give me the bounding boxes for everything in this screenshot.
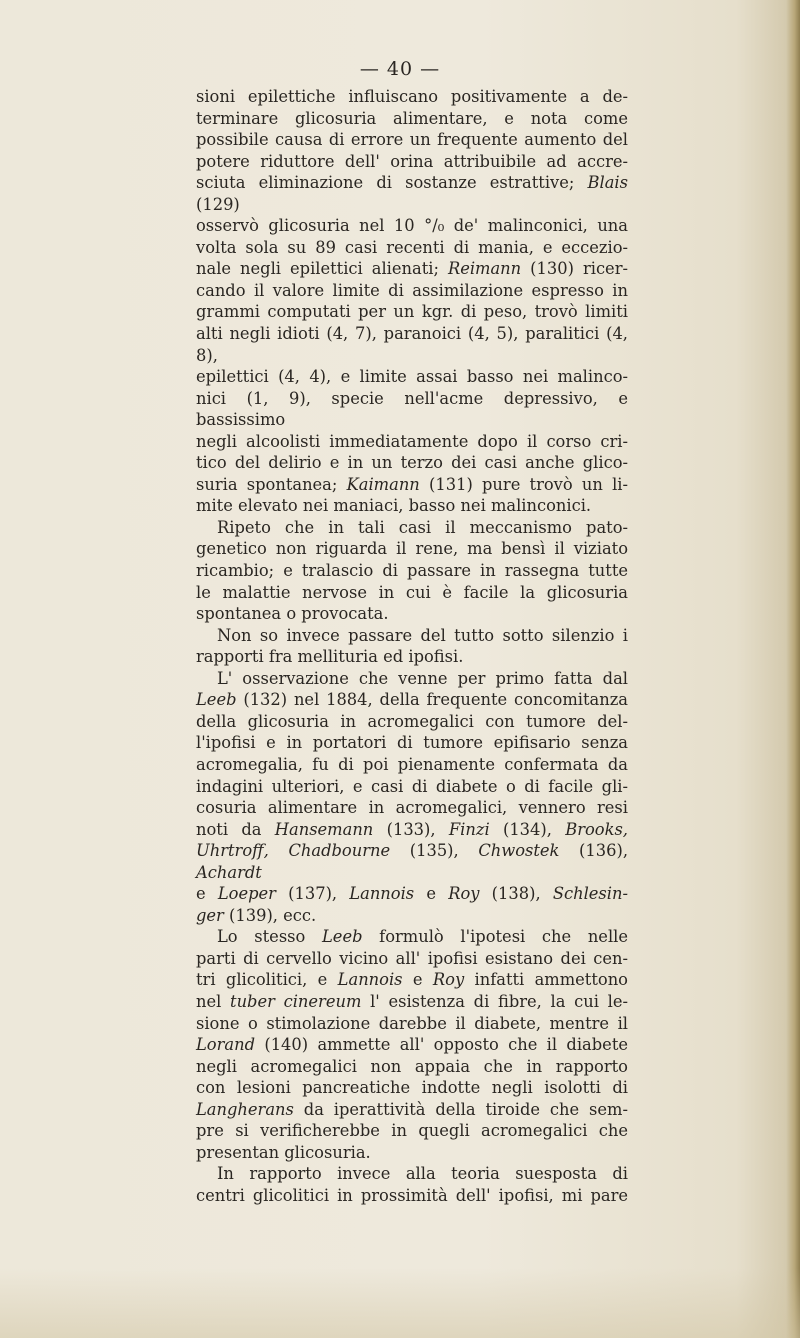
text-line: cosuria alimentare in acromegalici, vennero resi bbox=[196, 798, 628, 818]
text-line: grammi computati per un kgr. di peso, trovò limiti bbox=[196, 302, 628, 322]
text-line: possibile causa di errore un frequente aumento del bbox=[196, 130, 628, 150]
page-edge-shadow bbox=[786, 0, 800, 1338]
text-line: L' osservazione che venne per primo fatta dal bbox=[217, 668, 628, 688]
text-line: centri glicolitici in prossimità dell' ipofisi, mi pare bbox=[196, 1185, 628, 1205]
text-line: tri glicolitici, e Lannois e Roy infatti ammettono bbox=[196, 970, 628, 990]
text-line: Lorand (140) ammette all' opposto che il diabete bbox=[196, 1035, 628, 1055]
text-line: le malattie nervose in cui è facile la glicosuria bbox=[196, 582, 628, 602]
text-line: sciuta eliminazione di sostanze estrattive; Blais (129) bbox=[196, 173, 628, 214]
text-line: Non so invece passare del tutto sotto silenzio i bbox=[217, 625, 628, 645]
text-line: mite elevato nei maniaci, basso nei malinconici. bbox=[196, 496, 592, 516]
text-line: indagini ulteriori, e casi di diabete o di facile gli- bbox=[196, 776, 628, 796]
text-line: negli acromegalici non appaia che in rapporto bbox=[196, 1056, 628, 1076]
author-name: Uhrtroff, Chadbourne bbox=[196, 841, 391, 861]
text-line: sioni epilettiche influiscano positivamente a de- bbox=[196, 87, 628, 106]
text-line: tico del delirio e in un terzo dei casi anche glico- bbox=[196, 453, 628, 473]
text-line: alti negli idioti (4, 7), paranoici (4, 5), paralitici (4, 8), bbox=[196, 324, 628, 365]
page-bottom-shadow bbox=[0, 1268, 800, 1338]
author-name: Lannois bbox=[337, 970, 403, 990]
text-line: con lesioni pancreatiche indotte negli isolotti di bbox=[196, 1078, 628, 1098]
text-line: potere riduttore dell' orina attribuibile ad accre- bbox=[196, 151, 628, 171]
text-line: rapporti fra mellituria ed ipofisi. bbox=[196, 647, 464, 667]
author-name: Leeb bbox=[322, 927, 363, 947]
author-name: Langherans bbox=[196, 1099, 294, 1119]
text-line: volta sola su 89 casi recenti di mania, e eccezio- bbox=[196, 237, 628, 257]
author-name: ger bbox=[196, 905, 224, 925]
text-line: In rapporto invece alla teoria suesposta di bbox=[217, 1164, 628, 1184]
author-name: Achardt bbox=[196, 862, 262, 882]
text-line: Lo stesso Leeb formulò l'ipotesi che nelle bbox=[217, 927, 628, 947]
text-line: presentan glicosuria. bbox=[196, 1142, 371, 1162]
author-name: Blais bbox=[587, 173, 628, 193]
text-line: cando il valore limite di assimilazione espresso in bbox=[196, 280, 628, 300]
text-line: della glicosuria in acromegalici con tumore del- bbox=[196, 711, 628, 731]
text-line: Langherans da iperattività della tiroide che sem- bbox=[196, 1099, 628, 1119]
text-line: genetico non riguarda il rene, ma bensì il viziato bbox=[196, 539, 628, 559]
text-line: parti di cervello vicino all' ipofisi esistano dei cen- bbox=[196, 948, 628, 968]
text-line: noti da Hansemann (133), Finzi (134), Brooks, bbox=[196, 819, 628, 839]
text-line: nici (1, 9), specie nell'acme depressivo, e bassissimo bbox=[196, 388, 628, 430]
author-name: Reimann bbox=[447, 259, 522, 279]
text-line: terminare glicosuria alimentare, e nota come bbox=[196, 108, 628, 128]
author-name: Loeper bbox=[217, 884, 276, 904]
text-line: nel tuber cinereum l' esistenza di fibre, la cui le- bbox=[196, 991, 628, 1011]
author-name: Brooks, bbox=[565, 819, 628, 839]
author-name: Leeb bbox=[196, 690, 237, 710]
text-line: acromegalia, fu di poi pienamente confermata da bbox=[196, 754, 628, 774]
author-name: Chwostek bbox=[478, 841, 560, 861]
text-line: osservò glicosuria nel 10 °/₀ de' malinconici, una bbox=[196, 216, 628, 236]
text-line: e Loeper (137), Lannois e Roy (138), Schlesin- bbox=[196, 884, 628, 904]
body-text bbox=[196, 86, 628, 1206]
text-line: nale negli epilettici alienati; Reimann (130) ricer- bbox=[196, 259, 628, 279]
text-line: Uhrtroff, Chadbourne (135), Chwostek (136), Achardt bbox=[196, 841, 628, 882]
author-name: Schlesin- bbox=[552, 884, 628, 904]
text-line: spontanea o provocata. bbox=[196, 604, 389, 624]
text-line: suria spontanea; Kaimann (131) pure trovò un li- bbox=[196, 474, 628, 494]
text-line: Ripeto che in tali casi il meccanismo pato- bbox=[217, 517, 628, 537]
author-name: Hansemann bbox=[274, 819, 374, 839]
author-name: Lannois bbox=[349, 884, 415, 904]
text-line: Leeb (132) nel 1884, della frequente concomitanza bbox=[196, 690, 628, 710]
text-line: pre si verificherebbe in quegli acromegalici che bbox=[196, 1121, 628, 1141]
text-line: ricambio; e tralascio di passare in rassegna tutte bbox=[196, 561, 628, 581]
text-line: negli alcoolisti immediatamente dopo il corso cri- bbox=[196, 431, 628, 451]
author-name: Lorand bbox=[196, 1035, 256, 1055]
latin-term: tuber cinereum bbox=[230, 991, 362, 1011]
author-name: Finzi bbox=[448, 819, 490, 839]
text-line: ger (139), ecc. bbox=[196, 905, 317, 925]
text-line: l'ipofisi e in portatori di tumore epifisario senza bbox=[196, 733, 628, 753]
text-line: epilettici (4, 4), e limite assai basso nei malinco- bbox=[196, 367, 628, 387]
author-name: Kaimann bbox=[346, 474, 420, 494]
author-name: Roy bbox=[432, 970, 465, 990]
page-number: — 40 — bbox=[359, 58, 441, 80]
author-name: Roy bbox=[448, 884, 480, 904]
text-line: sione o stimolazione darebbe il diabete, mentre il bbox=[196, 1013, 628, 1033]
